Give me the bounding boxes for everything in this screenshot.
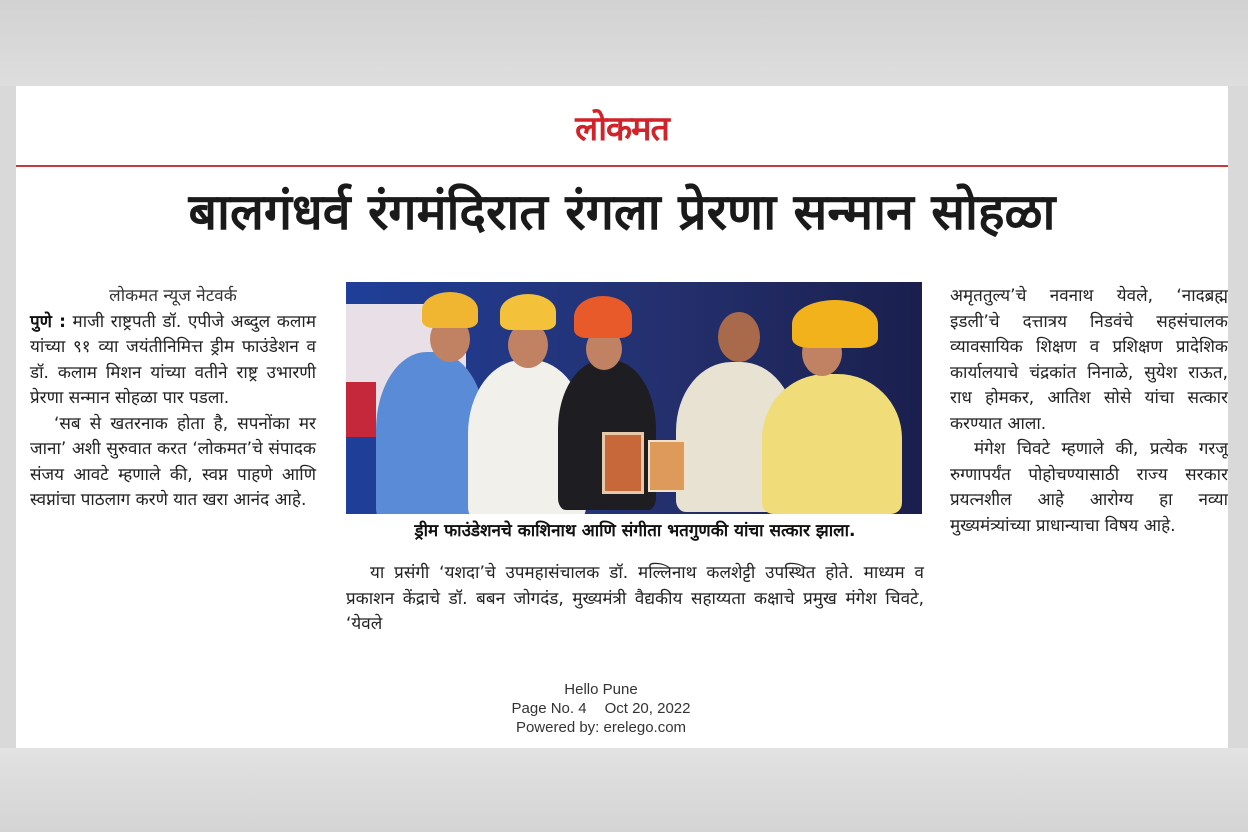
right-paragraph-2: मंगेश चिवटे म्हणाले की, प्रत्येक गरजू रुग्णापर्यंत पोहोचण्यासाठी राज्य सरकार प्रयत्नशील आहे आरोग्य हा नव्या मुख्यमंत्र्यांच्या प्राधान्याचा विषय आहे. bbox=[950, 439, 1228, 536]
left-paragraph-2: ‘सब से खतरनाक होता है, सपनोंका मर जाना’ अशी सुरुवात करत ‘लोकमत’चे संपादक संजय आवटे म्हणाले की, स्वप्न पाहणे आणि स्वप्नांचा पाठलाग करणे यात खरा आनंद आहे. bbox=[30, 413, 316, 510]
background-bottom bbox=[0, 748, 1248, 832]
background-top bbox=[0, 0, 1248, 86]
photo-memento bbox=[648, 440, 686, 492]
footer-edition: Hello Pune bbox=[564, 681, 638, 698]
footer-powered-by: Powered by: erelego.com bbox=[515, 719, 687, 736]
headline: बालगंधर्व रंगमंदिरात रंगला प्रेरणा सन्मान सोहळा bbox=[188, 183, 1056, 241]
newspaper-clipping bbox=[16, 86, 1228, 748]
photo-turban-3 bbox=[574, 296, 632, 338]
right-paragraph-1: अमृततुल्य’चे नवनाथ येवले, ‘नादब्रह्म इडली’चे दत्तात्रय निडवंचे सहसंचालक व्यावसायिक शिक्षण व प्रशिक्षण प्रादेशिक कार्यालयाचे चंद्रकांत निनाळे, सुयेश राऊत, राध होमकर, आतिश सोसे यांचा सत्कार करण्यात आला. bbox=[950, 286, 1228, 434]
photo-banner-accent bbox=[346, 382, 376, 437]
footer-date: Oct 20, 2022 bbox=[604, 700, 691, 717]
photo-turban-1 bbox=[422, 292, 478, 328]
photo-turban-2 bbox=[500, 294, 556, 330]
article-photo bbox=[346, 282, 922, 514]
middle-column bbox=[346, 561, 924, 638]
page-footer bbox=[486, 680, 716, 737]
photo-framed-portrait bbox=[602, 432, 644, 494]
left-paragraph-1 bbox=[30, 310, 316, 412]
masthead-logo: लोकमत bbox=[575, 109, 669, 149]
photo-turban-5 bbox=[792, 300, 878, 348]
photo-person-5 bbox=[762, 374, 902, 514]
photo-head-4 bbox=[718, 312, 760, 362]
right-column bbox=[950, 284, 1228, 539]
footer-page-line bbox=[486, 699, 716, 718]
left-paragraph-1-text: माजी राष्ट्रपती डॉ. एपीजे अब्दुल कलाम यांच्या ९१ व्या जयंतीनिमित्त ड्रीम फाउंडेशन व डॉ. कलाम मिशन यांच्या वतीने राष्ट्र उभारणी प्रेरणा सन्मान सोहळा पार पडला. bbox=[30, 311, 316, 408]
masthead-rule bbox=[16, 165, 1228, 167]
footer-page: Page No. 4 bbox=[511, 700, 587, 717]
left-column bbox=[30, 284, 316, 514]
photo-caption: ड्रीम फाउंडेशनचे काशिनाथ आणि संगीता भतगुणकी यांचा सत्कार झाला. bbox=[414, 521, 856, 541]
middle-paragraph: या प्रसंगी ‘यशदा’चे उपमहासंचालक डॉ. मल्लिनाथ कलशेट्टी उपस्थित होते. माध्यम व प्रकाशन केंद्राचे डॉ. बबन जोगदंड, मुख्यमंत्री वैद्यकीय सहाय्यता कक्षाचे प्रमुख मंगेश चिवटे, ‘येवले bbox=[346, 563, 924, 634]
byline: लोकमत न्यूज नेटवर्क bbox=[109, 286, 237, 306]
dateline: पुणे : bbox=[30, 311, 66, 332]
